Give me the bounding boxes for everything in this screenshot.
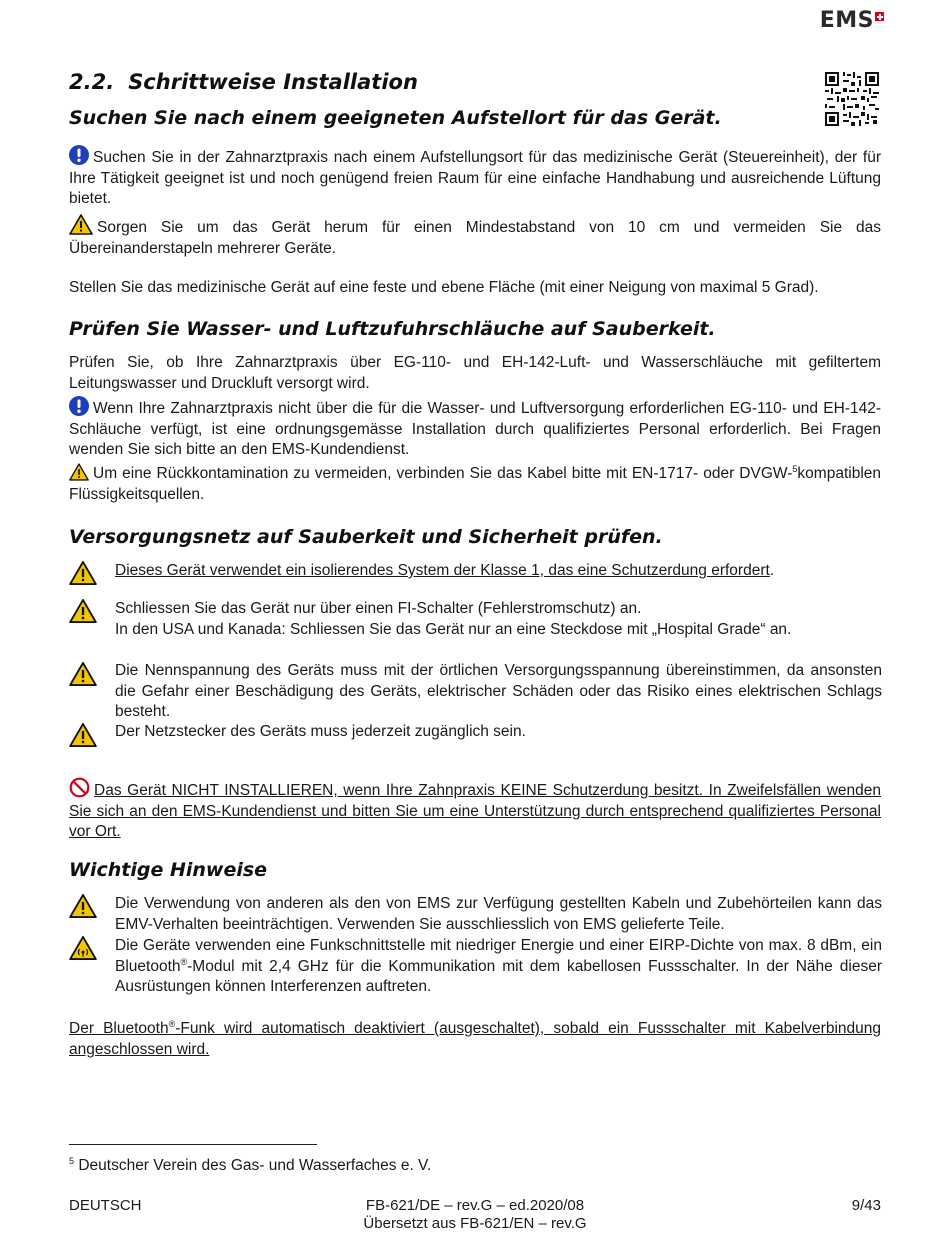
warning-icon — [69, 463, 89, 481]
info-icon — [69, 396, 89, 416]
footnote: $^5$ Deutscher Verein des Gas- und Wasserfaches e. V. — [69, 1155, 432, 1174]
info-icon — [69, 145, 89, 165]
info-paragraph-schlaeuche: Wenn Ihre Zahnarztpraxis nicht über die für die Wasser- und Luftversorgung erforderlichen EG-110- und EH-142-Schläuche verfügt, ist eine ordnungsgemässe Installation durch qualifiziertes Personal erforderlich. Bei Fragen wenden Sie sich bitte an den EMS-Kundendienst. — [69, 396, 881, 461]
footer-document-id: FB-621/DE – rev.G – ed.2020/08 Übersetzt aus FB-621/EN – rev.G — [363, 1197, 587, 1232]
warning-schutzerdung: Dieses Gerät verwendet ein isolierendes System der Klasse 1, das eine Schutzerdung erfordert. — [115, 562, 775, 579]
warning-icon — [69, 560, 97, 586]
warning-icon — [69, 661, 97, 687]
warning-icon — [69, 893, 97, 919]
warning-emv: Die Verwendung von anderen als den von EMS zur Verfügung gestellten Kabeln und Zubehörteilen kann das EMV-Verhalten beeinträchtigen. Verwenden Sie ausschliesslich von EMS gelieferte Teile. — [115, 895, 882, 933]
warning-icon — [69, 214, 93, 235]
swiss-cross-icon — [875, 12, 884, 21]
qr-code-icon — [825, 72, 879, 126]
warning-funkschnittstelle: Die Geräte verwenden eine Funkschnittstelle mit niedriger Energie und einer EIRP-Dichte von max. 8 dBm, ein Bluetooth®-Modul mit 2,4 GHz für die Kommunikation mit dem kabellosen Fussschalter. In der Nähe dieser Ausrüstungen können Interferenzen auftreten. — [115, 937, 882, 995]
heading-versorgungsnetz: Versorgungsnetz auf Sauberkeit und Sicherheit prüfen. — [69, 526, 663, 548]
footer-language: DEUTSCH — [69, 1197, 142, 1214]
heading-schlaeuche: Prüfen Sie Wasser- und Luftzufuhrschläuche auf Sauberkeit. — [69, 318, 716, 340]
note-bluetooth: Der Bluetooth®-Funk wird automatisch deaktiviert (ausgeschaltet), sobald ein Fussschalter mit Kabelverbindung angeschlossen wird. — [69, 1018, 882, 1058]
plain-paragraph-flaeche: Stellen Sie das medizinische Gerät auf eine feste und ebene Fläche (mit einer Neigung von maximal 5 Grad). — [69, 279, 819, 296]
ems-logo: EMS — [820, 8, 884, 33]
footer-page-number: 9/43 — [851, 1197, 881, 1214]
prohibit-icon — [69, 777, 90, 798]
info-paragraph-aufstellort: Suchen Sie in der Zahnarztpraxis nach einem Aufstellungsort für das medizinische Gerät (Steuereinheit), der für Ihre Tätigkeit geeignet ist und noch genügend freien Raum für eine einfache Handhabung und ausreichende Lüftung bietet. — [69, 145, 881, 210]
warning-paragraph-abstand: Sorgen Sie um das Gerät herum für einen Mindestabstand von 10 cm und vermeiden Sie das Übereinanderstapeln mehrerer Geräte. — [69, 214, 881, 259]
warning-netzstecker: Der Netzstecker des Geräts muss jederzeit zugänglich sein. — [115, 723, 526, 740]
section-title: 2.2. Schrittweise Installation — [69, 70, 418, 94]
heading-wichtige-hinweise: Wichtige Hinweise — [69, 859, 268, 881]
warning-icon — [69, 722, 97, 748]
warning-paragraph-rueckkontamination: Um eine Rückkontamination zu vermeiden, verbinden Sie das Kabel bitte mit EN-1717- oder DVGW-$^5$kompatiblen Flüssigkeitsquellen. — [69, 463, 881, 503]
prohibit-paragraph-schutzerdung: Das Gerät NICHT INSTALLIEREN, wenn Ihre Zahnpraxis KEINE Schutzerdung besitzt. In Zweifelsfällen wenden Sie sich an den EMS-Kundendienst und bitten Sie um eine Unterstützung durch entsprechend qualifiziertes Personal vor Ort. — [69, 777, 881, 843]
radiation-warning-icon — [69, 935, 97, 961]
footnote-rule — [69, 1144, 317, 1145]
warning-fi-schalter: Schliessen Sie das Gerät nur über einen FI-Schalter (Fehlerstromschutz) an. In den USA und Kanada: Schliessen Sie das Gerät nur an eine Steckdose mit „Hospital Grade“ an. — [115, 600, 792, 638]
warning-nennspannung: Die Nennspannung des Geräts muss mit der örtlichen Versorgungsspannung übereinstimmen, da ansonsten die Gefahr einer Beschädigung des Geräts, elektrischer Schäden oder das Risiko eines elektrischen Schlags besteht. — [115, 662, 882, 720]
heading-aufstellort: Suchen Sie nach einem geeigneten Aufstellort für das Gerät. — [69, 107, 722, 129]
plain-paragraph-schlaeuche: Prüfen Sie, ob Ihre Zahnarztpraxis über EG-110- und EH-142-Luft- und Wasserschläuche mit gefiltertem Leitungswasser und Druckluft versorgt wird. — [69, 354, 881, 392]
warning-icon — [69, 598, 97, 624]
